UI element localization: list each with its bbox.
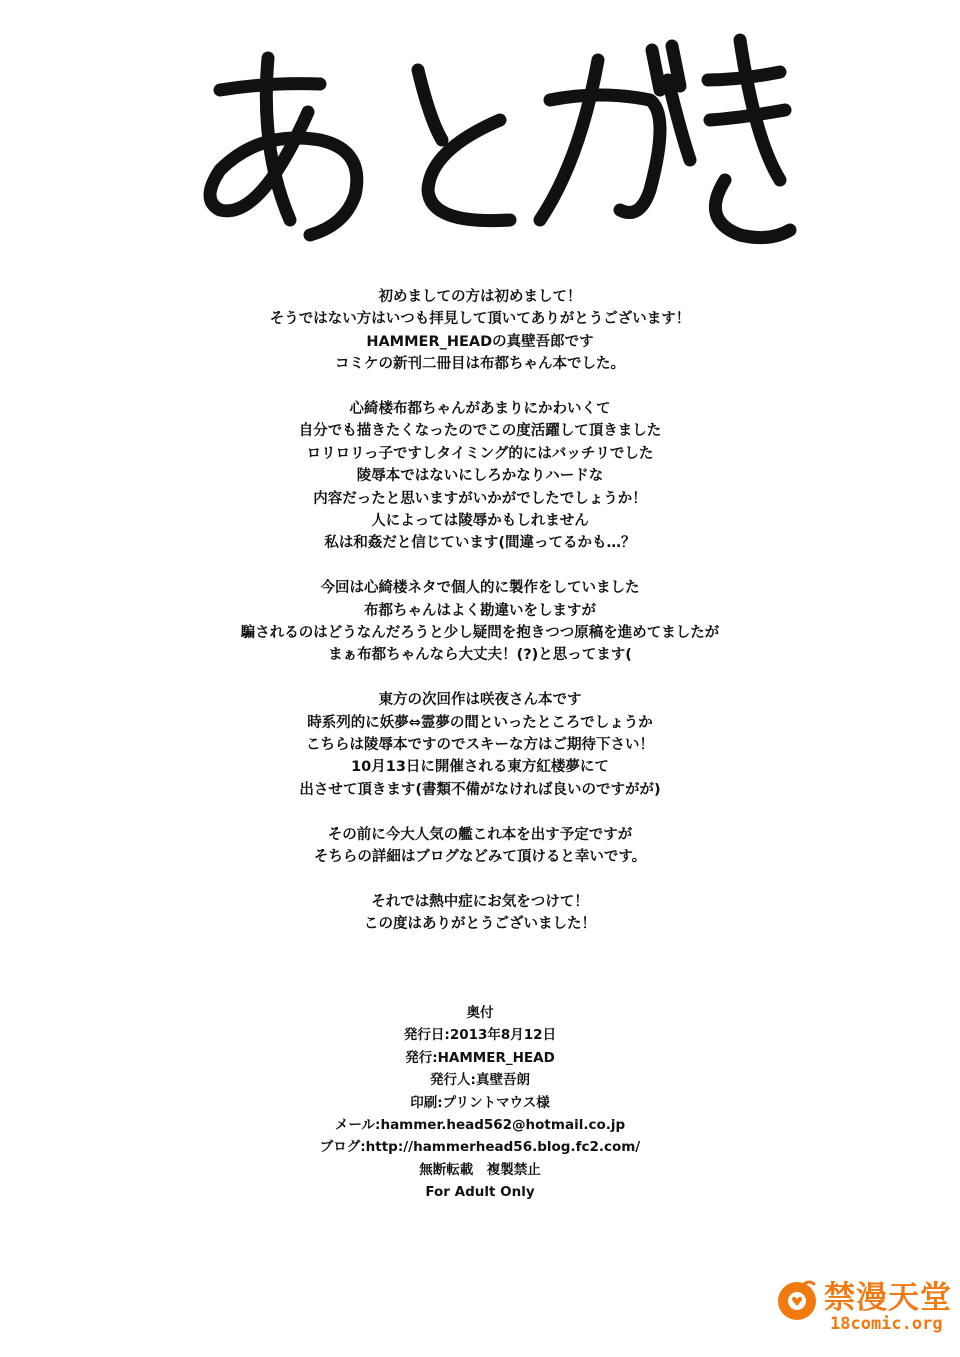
afterword-title [180,20,800,280]
text-line: まぁ布都ちゃんなら大丈夫！(?)と思ってます( [328,647,632,664]
text-line: 布都ちゃんはよく勘違いをしますが [364,602,596,619]
text-line: そうではない方はいつも拝見して頂いてありがとうございます！ [269,311,691,328]
watermark-badge-icon [774,1276,820,1322]
text-line: それでは熱中症にお気をつけて！ [371,893,589,910]
text-line: この度はありがとうございました！ [364,916,596,933]
text-line: 時系列的に妖夢⇔霊夢の間といったところでしょうか [307,714,653,731]
colophon [0,1002,960,1204]
text-line: その前に今大人気の艦これ本を出す予定ですが [327,826,633,843]
text-line: 自分でも描きたくなったのでこの度活躍して頂きました [298,423,662,440]
text-line: コミケの新刊二冊目は布都ちゃん本でした。 [335,356,625,373]
text-line: 今回は心綺楼ネタで個人的に製作をしていました [320,580,640,597]
text-line: 心綺楼布都ちゃんがあまりにかわいくて [349,401,611,418]
text-line: 人によっては陵辱かもしれません [371,513,589,530]
paragraph [0,398,960,555]
text-line: ロリロリっ子ですしタイミング的にはバッチリでした [306,445,654,462]
paragraph [0,689,960,801]
text-line: 私は和姦だと信じています(間違ってるかも…？ [324,535,636,552]
watermark-sub-text: 18comic.org [830,1314,943,1334]
text-line: 10月13日に開催される東方紅楼夢にて [351,759,609,776]
text-line: 騙されるのはどうなんだろうと少し疑問を抱きつつ原稿を進めてましたが [240,625,720,642]
colophon-heading: 奥付 [466,1005,494,1021]
text-line: 陵辱本ではないにしろかなりハードな [356,468,604,485]
adult-notice: For Adult Only [425,1184,535,1201]
watermark-main-text: 禁漫天堂 [824,1280,952,1316]
title-lettering-art [180,20,800,280]
text-line: 内容だったと思いますがいかがでしたでしょうか！ [313,490,647,507]
afterword-body [0,286,960,958]
watermark-logo [774,1268,952,1348]
paragraph [0,286,960,376]
text-line: そちらの詳細はブログなどみて頂けると幸いです。 [313,849,647,866]
text-line: 東方の次回作は咲夜さん本です [378,692,582,709]
text-line: 初めましての方は初めまして！ [378,289,582,305]
blog-url: ブログ:http://hammerhead56.blog.fc2.com/ [319,1139,641,1156]
publish-date: 発行日:2013年8月12日 [403,1027,557,1044]
copyright-notice: 無断転載 複製禁止 [419,1161,541,1178]
paragraph [0,891,960,936]
issuer: 発行人:真壁吾朗 [430,1072,530,1089]
text-line: こちらは陵辱本ですのでスキーな方はご期待下さい！ [306,737,654,754]
paragraph [0,577,960,667]
text-line: 出させて頂きます(書類不備がなければ良いのですがが) [299,781,661,798]
paragraph [0,824,960,869]
text-line: HAMMER_HEADの真壁吾郎です [366,333,594,350]
publisher: 発行:HAMMER_HEAD [405,1049,555,1066]
printer: 印刷:プリントマウス様 [410,1094,550,1111]
email: メール:hammer.head562@hotmail.co.jp [334,1117,626,1134]
